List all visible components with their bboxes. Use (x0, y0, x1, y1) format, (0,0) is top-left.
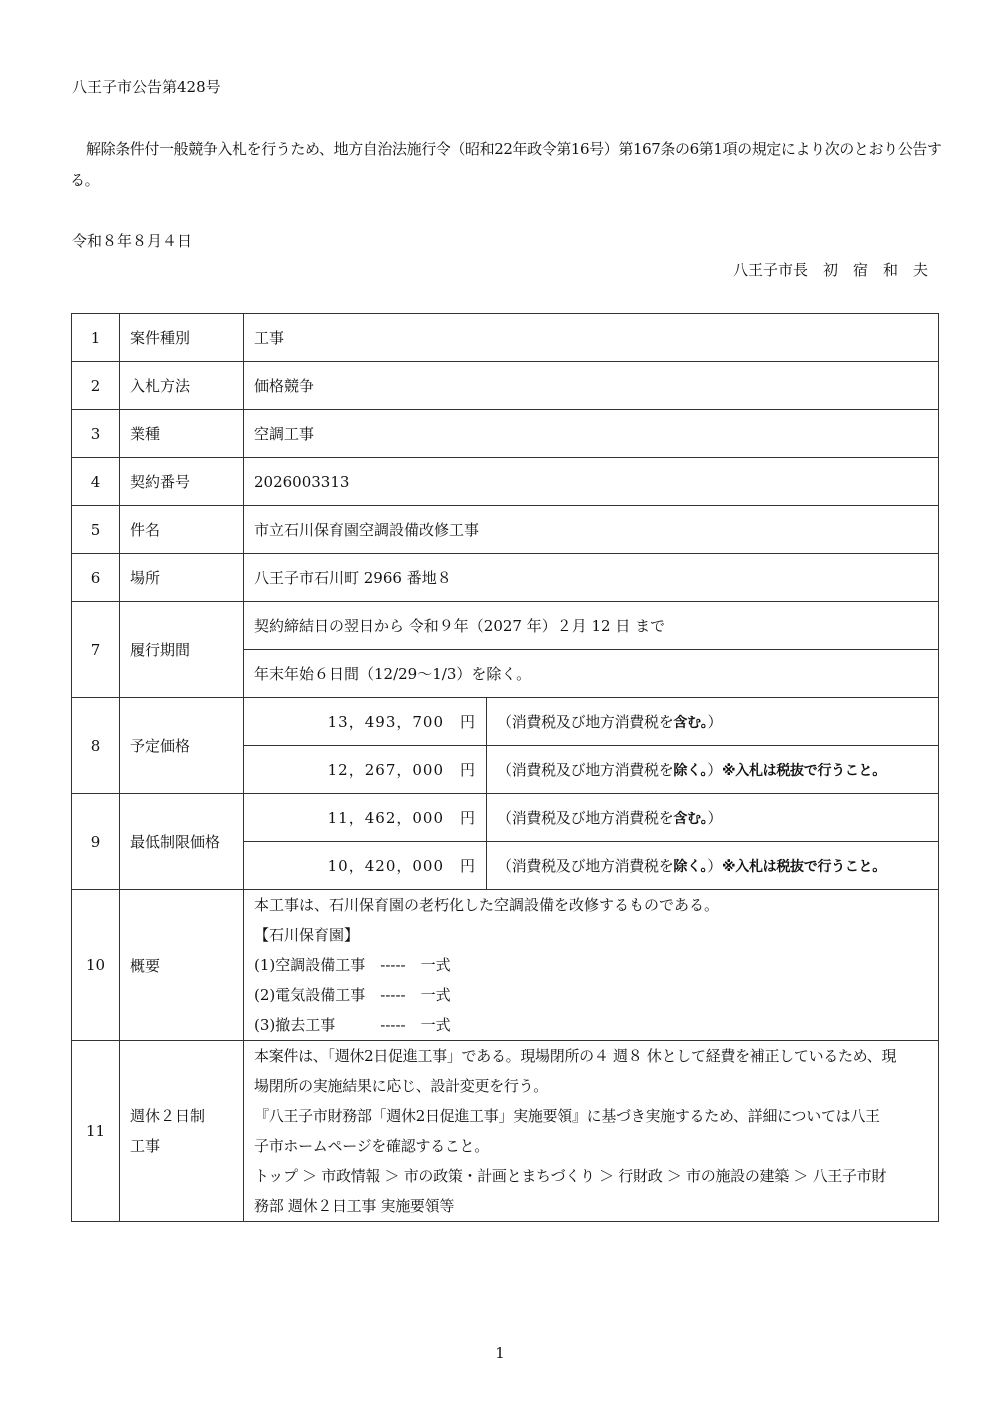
table-row (72, 506, 939, 554)
overview-line: 本工事は、石川保育園の老朽化した空調設備を改修するものである。 (254, 896, 720, 914)
row-label: 履行期間 (120, 602, 244, 698)
row-label: 案件種別 (120, 314, 244, 362)
table-row (72, 314, 939, 362)
price-value: 10，420，000 円 (244, 842, 487, 890)
row-label-line: 工事 (130, 1137, 161, 1155)
price-note (487, 794, 939, 842)
note-emphasis: ※入札は税抜で行うこと。 (721, 763, 886, 779)
price-note (487, 698, 939, 746)
row-number: 5 (72, 506, 120, 554)
issuer-name: 八王子市長 初 宿 和 夫 (732, 261, 928, 279)
price-note (487, 746, 939, 794)
table-row (72, 362, 939, 410)
table-row (72, 1041, 939, 1222)
note-emphasis: 除く。 (673, 859, 708, 875)
note-text: ） (707, 713, 723, 731)
note-emphasis: ※入札は税抜で行うこと。 (721, 859, 886, 875)
table-row (72, 458, 939, 506)
table-row (72, 698, 939, 746)
price-value: 13，493，700 円 (244, 698, 487, 746)
row-number: 2 (72, 362, 120, 410)
table-row (72, 890, 939, 1041)
table-row (72, 794, 939, 842)
row-number: 10 (72, 890, 120, 1041)
note-emphasis: 含む。 (673, 811, 708, 827)
notice-date: 令和８年８月４日 (72, 232, 193, 250)
row-value: 2026003313 (244, 458, 939, 506)
overview-item: (2)電気設備工事 ----- 一式 (254, 986, 451, 1004)
detail-line: 『八王子市財務部「週休2日促進工事」実施要領』に基づき実施するため、詳細については八王 (254, 1107, 880, 1125)
breadcrumb-path: 務部 週休２日工事 実施要領等 (254, 1197, 455, 1215)
row-label: 件名 (120, 506, 244, 554)
note-text: （消費税及び地方消費税を (497, 809, 674, 827)
row-value: 八王子市石川町 2966 番地８ (244, 554, 939, 602)
row-label: 契約番号 (120, 458, 244, 506)
price-value: 12，267，000 円 (244, 746, 487, 794)
note-text: ） (707, 809, 723, 827)
row-number: 6 (72, 554, 120, 602)
row-number: 8 (72, 698, 120, 794)
notice-number: 八王子市公告第428号 (72, 78, 221, 96)
tender-details-table (71, 313, 939, 1222)
overview-item: (1)空調設備工事 ----- 一式 (254, 956, 451, 974)
note-text: ） (707, 761, 722, 779)
row-label-line: 週休２日制 (130, 1107, 206, 1125)
row-number: 11 (72, 1041, 120, 1222)
row-value: 契約締結日の翌日から 令和９年（2027 年）２月 12 日 まで (244, 602, 939, 650)
overview-item: (3)撤去工事 ----- 一式 (254, 1016, 451, 1034)
row-label: 予定価格 (120, 698, 244, 794)
row-label: 概要 (120, 890, 244, 1041)
table-row (72, 602, 939, 650)
row-value: 工事 (244, 314, 939, 362)
overview-subheading: 【石川保育園】 (254, 926, 360, 944)
row-number: 1 (72, 314, 120, 362)
row-label: 入札方法 (120, 362, 244, 410)
row-label (120, 1041, 244, 1222)
row-value: 年末年始６日間（12/29～1/3）を除く。 (244, 650, 939, 698)
detail-line: 子市ホームページを確認すること。 (254, 1137, 489, 1155)
note-text: （消費税及び地方消費税を (497, 857, 674, 875)
note-text: ） (707, 857, 722, 875)
price-value: 11，462，000 円 (244, 794, 487, 842)
row-number: 4 (72, 458, 120, 506)
row-number: 9 (72, 794, 120, 890)
row-number: 7 (72, 602, 120, 698)
detail-line: 場閉所の実施結果に応じ、設計変更を行う。 (254, 1077, 549, 1095)
row-value: 市立石川保育園空調設備改修工事 (244, 506, 939, 554)
price-note (487, 842, 939, 890)
row-label: 場所 (120, 554, 244, 602)
page-number: 1 (495, 1344, 505, 1362)
overview-cell (244, 890, 939, 1041)
row-number: 3 (72, 410, 120, 458)
table-row (72, 554, 939, 602)
note-text: （消費税及び地方消費税を (497, 713, 674, 731)
row-value: 空調工事 (244, 410, 939, 458)
breadcrumb-path: トップ ＞ 市政情報 ＞ 市の政策・計画とまちづくり ＞ 行財政 ＞ 市の施設の建築 ＞ 八王子市財 (254, 1167, 887, 1185)
row-value: 価格競争 (244, 362, 939, 410)
intro-paragraph: 解除条件付一般競争入札を行うため、地方自治法施行令（昭和22年政令第16号）第167条の6第1項の規定により次のとおり公告する。 (70, 140, 942, 189)
row-label: 業種 (120, 410, 244, 458)
weekly-rest-cell (244, 1041, 939, 1222)
note-emphasis: 含む。 (673, 715, 708, 731)
note-text: （消費税及び地方消費税を (497, 761, 674, 779)
note-emphasis: 除く。 (673, 763, 708, 779)
row-label: 最低制限価格 (120, 794, 244, 890)
detail-line: 本案件は、「週休2日促進工事」である。現場閉所の４ 週８ 休として経費を補正しているため、現 (254, 1047, 897, 1065)
table-row (72, 410, 939, 458)
